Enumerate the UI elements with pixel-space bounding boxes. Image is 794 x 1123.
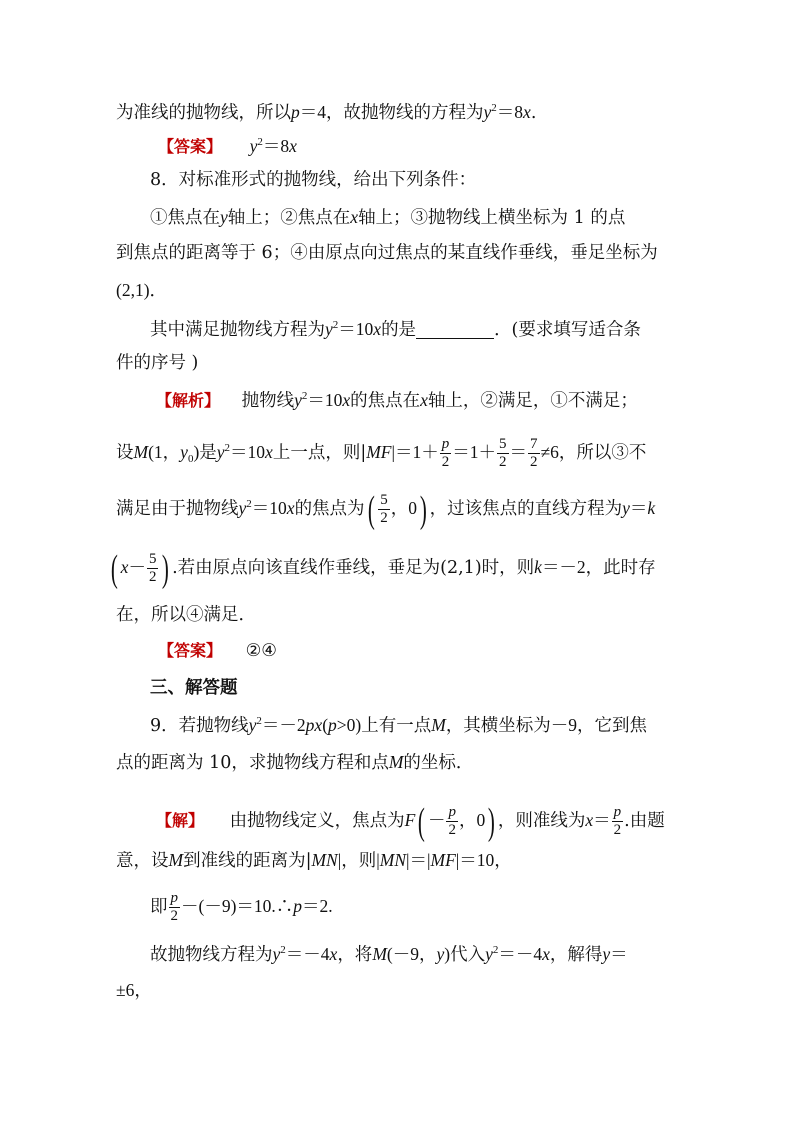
fraction: $\frac{p}{2}$ (441, 436, 450, 470)
analysis-line-4: ( x－ $\frac{5}{2}$ ) .若由原点向该直线作垂线，垂足为(2,1)时，则k＝－2，此时存 (110, 547, 656, 590)
solution-line-2: 意，设M到准线的距离为|MN|，则|MN|＝|MF|＝10， (116, 850, 512, 871)
solution-tag: 【解】 (156, 811, 205, 830)
text-line-1: 为准线的抛物线，所以p＝4，故抛物线的方程为$y^2=8x$. (116, 102, 537, 123)
question-8-line-6: 件的序号 ) (116, 353, 199, 373)
analysis-line-3: 满足由于抛物线$y^2=10x$的焦点为( $\frac{5}{2}$ ，0) ，过该焦点的直线方程为y＝k (116, 488, 656, 531)
fraction: $\frac{p}{2}$ (170, 890, 178, 924)
fraction: $\frac{5}{2}$ (380, 492, 388, 526)
question-8-line-3: 到焦点的距离等于 6；④由原点向过焦点的某直线作垂线，垂足坐标为 (116, 243, 658, 263)
question-8-title: 8．对标准形式的抛物线，给出下列条件： (150, 170, 477, 190)
question-9-line-2: 点的距离为 10，求抛物线方程和点M的坐标． (116, 752, 474, 773)
analysis-tag: 【解析】 (156, 391, 221, 410)
section-heading: 三、解答题 (150, 678, 238, 698)
question-8-line-4: (2,1)． (116, 280, 168, 300)
answer-tag: 【答案】 (158, 137, 223, 156)
answer-line-2: 【答案】 ②④ (158, 641, 277, 661)
solution-line-1: 【解】 由抛物线定义，焦点为F( － $\frac{p}{2}$ ，0) ，则准线为x＝ $\frac{p}{2}$ .由题 (156, 800, 665, 843)
question-9-line-1: 9．若抛物线$y^2=-2px(p>0)$上有一点M，其横坐标为－9，它到焦 (150, 715, 648, 736)
fraction: $\frac{7}{2}$ (530, 436, 538, 470)
analysis-line-1: 【解析】 抛物线$y^2=10x$的焦点在x轴上，②满足，①不满足； (156, 390, 638, 411)
solution-line-4: 故抛物线方程为$y^2=-4x$，将M(－9，y)代入$y^2=-4x$，解得y＝ (150, 944, 628, 965)
analysis-line-2: 设M(1，$y_0$)是$y^2=10x$上一点，则|MF|＝1＋ $\frac{p}{2}$ ＝1＋ $\frac{5}{2}$ ＝ $\frac{7}{2}$ ≠6，所以③不 (116, 436, 647, 470)
fraction: $\frac{p}{2}$ (448, 804, 456, 838)
question-8-line-5: 其中满足抛物线方程为$y^2=10x$的是 ．(要求填写适合条 (150, 319, 641, 340)
analysis-line-5: 在，所以④满足． (116, 605, 256, 625)
fraction: $\frac{p}{2}$ (613, 804, 622, 838)
answer-tag: 【答案】 (158, 641, 223, 660)
fraction: $\frac{5}{2}$ (148, 551, 157, 585)
question-8-conditions: ①焦点在y轴上；②焦点在x轴上；③抛物线上横坐标为 1 的点 (150, 207, 626, 228)
solution-line-3: 即 $\frac{p}{2}$ －(－9)＝10.∴p＝2. (150, 890, 333, 924)
answer-blank (416, 318, 494, 339)
fraction: $\frac{5}{2}$ (499, 436, 507, 470)
solution-line-5: ±6， (116, 980, 152, 1000)
answer-line-1: 【答案】 $y^2=8x$ (158, 136, 297, 156)
